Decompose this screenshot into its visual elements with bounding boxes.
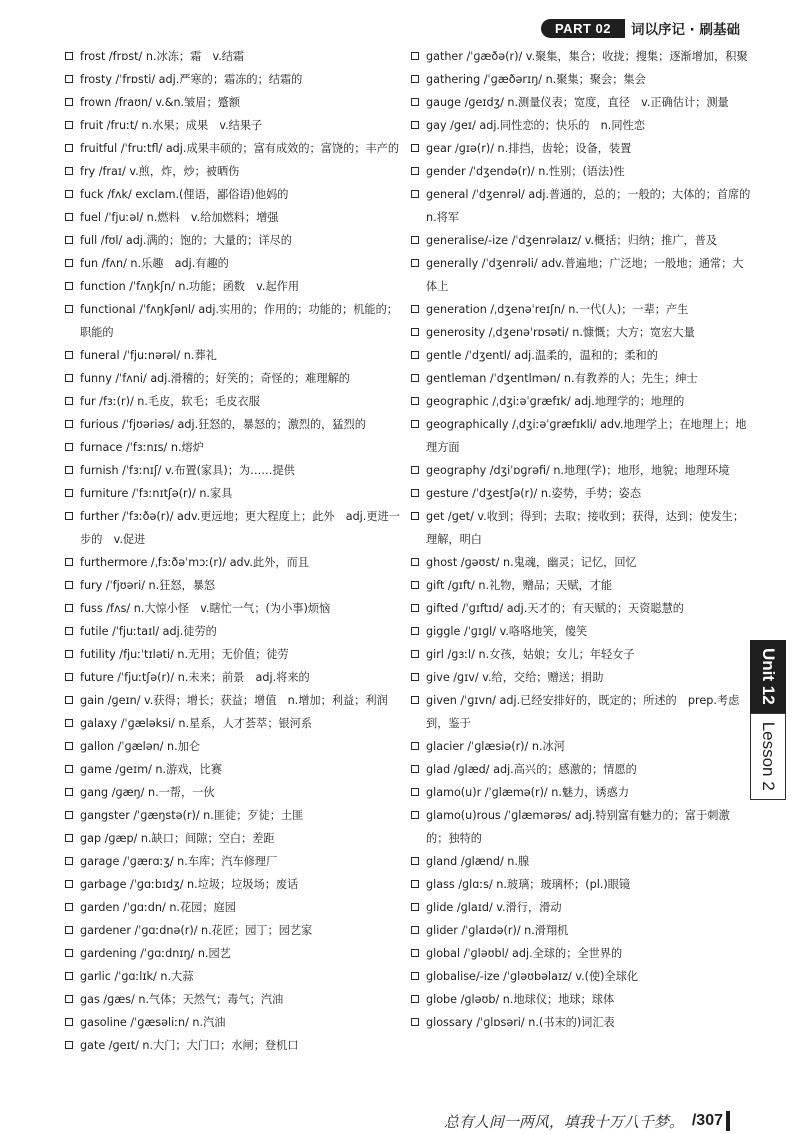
vocab-entry: [65, 574, 405, 597]
vocab-entry-text: garbage /ˈɡɑːbɪdʒ/ n.垃圾；垃圾场；废话: [80, 878, 299, 891]
vocab-entry: [65, 643, 405, 666]
vocab-entry: [65, 298, 405, 344]
checkbox-icon[interactable]: [65, 144, 73, 152]
vocab-entry: [411, 551, 751, 574]
vocab-entry: [65, 367, 405, 390]
checkbox-icon[interactable]: [411, 512, 419, 520]
vocab-entry-text: general /ˈdʒenrəl/ adj.普通的，总的；一般的；大体的；首席的 n.将军: [426, 188, 762, 224]
vocab-entry: [411, 459, 751, 482]
checkbox-icon[interactable]: [411, 328, 419, 336]
checkbox-icon[interactable]: [411, 489, 419, 497]
vocab-entry: [65, 1034, 405, 1057]
vocab-entry-text: gang /ɡæŋ/ n.一帮，一伙: [80, 786, 215, 799]
checkbox-icon[interactable]: [411, 788, 419, 796]
vocab-entry: [65, 827, 405, 850]
vocab-entry: [65, 712, 405, 735]
checkbox-icon[interactable]: [65, 696, 73, 704]
checkbox-icon[interactable]: [411, 190, 419, 198]
vocab-entry: [65, 183, 405, 206]
unit-side-tab: [750, 640, 786, 800]
checkbox-icon[interactable]: [65, 604, 73, 612]
checkbox-icon[interactable]: [65, 857, 73, 865]
vocab-entry-text: gift /ɡɪft/ n.礼物，赠品；天赋，才能: [426, 579, 613, 592]
checkbox-icon[interactable]: [65, 765, 73, 773]
vocab-entry: [65, 988, 405, 1011]
vocab-entry-text: game /ɡeɪm/ n.游戏，比赛: [80, 763, 223, 776]
checkbox-icon[interactable]: [411, 558, 419, 566]
vocab-entry-text: gas /ɡæs/ n.气体；天然气；毒气；汽油: [80, 993, 284, 1006]
footer-quote: 总有人间一两风，填我十万八千梦。: [443, 1112, 684, 1131]
checkbox-icon[interactable]: [65, 167, 73, 175]
vocab-entry: [411, 620, 751, 643]
header-title: 词以序记 · 刷基础: [630, 22, 740, 38]
checkbox-icon[interactable]: [65, 995, 73, 1003]
vocab-entry: [411, 298, 751, 321]
vocab-entry: [65, 620, 405, 643]
page-number: /307: [691, 1112, 723, 1129]
checkbox-icon[interactable]: [411, 420, 419, 428]
vocab-entry: [65, 781, 405, 804]
vocab-entry: [411, 965, 751, 988]
vocab-entry-text: garlic /ˈɡɑːlɪk/ n.大蒜: [80, 970, 194, 983]
vocab-entry-text: fur /fɜː(r)/ n.毛皮，软毛；毛皮衣服: [80, 395, 260, 408]
checkbox-icon[interactable]: [411, 75, 419, 83]
vocab-entry: [65, 965, 405, 988]
vocab-entry-text: frown /fraʊn/ v.&n.皱眉；蹙额: [80, 96, 241, 109]
vocab-entry: [411, 252, 751, 298]
vocab-entry-text: gallon /ˈɡælən/ n.加仑: [80, 740, 201, 753]
vocab-entry-text: fury /ˈfjʊəri/ n.狂怒，暴怒: [80, 579, 216, 592]
checkbox-icon[interactable]: [65, 811, 73, 819]
checkbox-icon[interactable]: [411, 926, 419, 934]
right-column: [411, 45, 762, 1034]
vocab-entry-text: furious /ˈfjʊəriəs/ adj.狂怒的，暴怒的；激烈的，猛烈的: [80, 418, 366, 431]
checkbox-icon[interactable]: [65, 926, 73, 934]
checkbox-icon[interactable]: [65, 834, 73, 842]
checkbox-icon[interactable]: [411, 972, 419, 980]
checkbox-icon[interactable]: [411, 52, 419, 60]
vocab-entry: [411, 574, 751, 597]
vocab-entry-text: get /ɡet/ v.收到；得到；去取；接收到；获得，达到；使发生；理解，明白: [426, 510, 745, 546]
vocab-entry: [411, 942, 751, 965]
vocab-entry-text: function /ˈfʌŋkʃn/ n.功能；函数 v.起作用: [80, 280, 300, 293]
vocab-entry: [65, 68, 405, 91]
vocab-entry: [65, 689, 405, 712]
checkbox-icon[interactable]: [65, 489, 73, 497]
vocab-entry-text: gap /ɡæp/ n.缺口；间隙；空白；差距: [80, 832, 275, 845]
vocab-entry: [65, 482, 405, 505]
vocab-entry: [65, 436, 405, 459]
page-bar: [726, 1111, 730, 1131]
vocab-entry-text: generalise/-ize /ˈdʒenrəlaɪz/ v.概括；归纳；推广，普及: [426, 234, 718, 247]
vocab-entry: [65, 597, 405, 620]
checkbox-icon[interactable]: [411, 121, 419, 129]
vocab-entry: [411, 735, 751, 758]
checkbox-icon[interactable]: [411, 765, 419, 773]
vocab-entry-text: given /ˈɡɪvn/ adj.已经安排好的，既定的；所述的 prep.考虑到，鉴于: [426, 694, 740, 730]
vocab-entry: [65, 390, 405, 413]
checkbox-icon[interactable]: [65, 282, 73, 290]
lesson-label: Lesson 2: [750, 713, 786, 800]
vocab-entry-text: geographic /ˌdʒiːəˈɡræfɪk/ adj.地理学的；地理的: [426, 395, 685, 408]
checkbox-icon[interactable]: [65, 903, 73, 911]
vocab-entry: [65, 505, 405, 551]
vocab-entry: [65, 413, 405, 436]
vocab-entry-text: gain /ɡeɪn/ v.获得；增长；获益；增值 n.增加；利益；利润: [80, 694, 388, 707]
vocab-entry: [65, 252, 405, 275]
checkbox-icon[interactable]: [65, 420, 73, 428]
vocab-entry: [411, 68, 751, 91]
vocab-entry: [411, 344, 751, 367]
checkbox-icon[interactable]: [411, 305, 419, 313]
vocab-entry-text: furnace /ˈfɜːnɪs/ n.熔炉: [80, 441, 204, 454]
vocab-entry-text: generosity /ˌdʒenəˈrɒsəti/ n.慷慨；大方；宽宏大量: [426, 326, 695, 339]
vocab-entry-text: gardening /ˈɡɑːdnɪŋ/ n.园艺: [80, 947, 231, 960]
vocab-entry: [411, 390, 751, 413]
checkbox-icon[interactable]: [411, 351, 419, 359]
vocab-entry-text: gather /ˈɡæðə(r)/ v.聚集，集合；收拢；搜集；逐渐增加，积聚: [426, 50, 748, 63]
vocab-entry: [65, 45, 405, 68]
vocab-entry-text: gender /ˈdʒendə(r)/ n.性别；(语法)性: [426, 165, 625, 178]
checkbox-icon[interactable]: [411, 949, 419, 957]
vocab-entry: [411, 873, 751, 896]
vocab-entry: [411, 850, 751, 873]
vocab-entry-text: frost /frɒst/ n.冰冻；霜 v.结霜: [80, 50, 245, 63]
checkbox-icon[interactable]: [65, 443, 73, 451]
checkbox-icon[interactable]: [411, 374, 419, 382]
checkbox-icon[interactable]: [65, 972, 73, 980]
vocab-entry: [411, 781, 751, 804]
checkbox-icon[interactable]: [411, 857, 419, 865]
vocab-entry: [411, 160, 751, 183]
vocab-entry-text: gate /ɡeɪt/ n.大门；大门口；水闸；登机口: [80, 1039, 299, 1052]
checkbox-icon[interactable]: [65, 351, 73, 359]
vocab-entry-text: geographically /ˌdʒiːəˈɡræfɪkli/ adv.地理学上；在地理上；地理方面: [426, 418, 747, 454]
vocab-entry-text: gland /ɡlænd/ n.腺: [426, 855, 530, 868]
vocab-entry-text: glad /ɡlæd/ adj.高兴的；感激的；情愿的: [426, 763, 637, 776]
checkbox-icon[interactable]: [411, 144, 419, 152]
vocab-entry: [411, 137, 751, 160]
vocab-entry-text: giggle /ˈɡɪɡl/ v.咯咯地笑，傻笑: [426, 625, 588, 638]
vocab-entry-text: futile /ˈfjuːtaɪl/ adj.徒劳的: [80, 625, 217, 638]
checkbox-icon[interactable]: [65, 1018, 73, 1026]
checkbox-icon[interactable]: [65, 627, 73, 635]
checkbox-icon[interactable]: [411, 397, 419, 405]
vocab-entry-text: gear /ɡɪə(r)/ n.排挡，齿轮；设备，装置: [426, 142, 632, 155]
checkbox-icon[interactable]: [411, 650, 419, 658]
checkbox-icon[interactable]: [65, 673, 73, 681]
checkbox-icon[interactable]: [411, 995, 419, 1003]
vocab-entry: [65, 666, 405, 689]
vocab-entry: [411, 666, 751, 689]
vocab-entry-text: gay /ɡeɪ/ adj.同性恋的；快乐的 n.同性恋: [426, 119, 645, 132]
vocab-entry: [65, 459, 405, 482]
vocab-entry-text: gentleman /ˈdʒentlmən/ n.有教养的人；先生；绅士: [426, 372, 698, 385]
vocab-entry: [65, 551, 405, 574]
vocab-entry: [65, 850, 405, 873]
page-footer: [444, 1108, 730, 1134]
vocab-entry-text: fuel /ˈfjuːəl/ n.燃料 v.给加燃料；增强: [80, 211, 279, 224]
vocab-entry-text: frosty /ˈfrɒsti/ adj.严寒的；霜冻的；结霜的: [80, 73, 303, 86]
checkbox-icon[interactable]: [65, 190, 73, 198]
vocab-entry: [65, 758, 405, 781]
vocab-entry: [411, 367, 751, 390]
vocab-entry: [411, 229, 751, 252]
checkbox-icon[interactable]: [411, 466, 419, 474]
vocab-entry-text: glamo(u)rous /ˈɡlæmərəs/ adj.特别富有魅力的；富于刺激的；独特的: [426, 809, 730, 845]
vocab-entry: [65, 114, 405, 137]
vocab-entry-text: futility /fjuːˈtɪləti/ n.无用；无价值；徒劳: [80, 648, 289, 661]
checkbox-icon[interactable]: [411, 98, 419, 106]
checkbox-icon[interactable]: [411, 259, 419, 267]
vocab-entry-text: glider /ˈɡlaɪdə(r)/ n.滑翔机: [426, 924, 569, 937]
checkbox-icon[interactable]: [65, 949, 73, 957]
vocab-entry-text: glacier /ˈɡlæsiə(r)/ n.冰河: [426, 740, 565, 753]
vocab-entry-text: glamo(u)r /ˈɡlæmə(r)/ n.魅力，诱惑力: [426, 786, 630, 799]
vocab-entry-text: global /ˈɡləʊbl/ adj.全球的；全世界的: [426, 947, 623, 960]
vocab-entry-text: furniture /ˈfɜːnɪtʃə(r)/ n.家具: [80, 487, 233, 500]
vocab-entry-text: glass /ɡlɑːs/ n.玻璃；玻璃杯；(pl.)眼镜: [426, 878, 631, 891]
vocab-entry: [411, 321, 751, 344]
checkbox-icon[interactable]: [65, 1041, 73, 1049]
vocab-entry-text: fry /fraɪ/ v.煎，炸，炒；被晒伤: [80, 165, 240, 178]
vocab-entry-text: gardener /ˈɡɑːdnə(r)/ n.花匠；园丁；园艺家: [80, 924, 313, 937]
part-badge: PART 02: [541, 19, 625, 38]
checkbox-icon[interactable]: [65, 75, 73, 83]
unit-label: Unit 12: [750, 640, 786, 713]
checkbox-icon[interactable]: [65, 397, 73, 405]
vocab-entry: [65, 275, 405, 298]
vocab-entry-text: functional /ˈfʌŋkʃənl/ adj.实用的；作用的；功能的；机能的；职能的: [80, 303, 398, 339]
checkbox-icon[interactable]: [411, 903, 419, 911]
vocab-entry-text: glossary /ˈɡlɒsəri/ n.(书末的)词汇表: [426, 1016, 615, 1029]
vocab-entry-text: geography /dʒiˈɒɡrəfi/ n.地理(学)；地形，地貌；地理环境: [426, 464, 730, 477]
checkbox-icon[interactable]: [65, 98, 73, 106]
vocab-entry: [411, 597, 751, 620]
checkbox-icon[interactable]: [65, 213, 73, 221]
vocab-entry-text: gathering /ˈɡæðərɪŋ/ n.聚集；聚会；集会: [426, 73, 646, 86]
vocab-entry: [411, 689, 751, 735]
vocab-entry: [411, 896, 751, 919]
checkbox-icon[interactable]: [411, 236, 419, 244]
left-column: [65, 45, 405, 1057]
vocab-entry-text: glide /ɡlaɪd/ v.滑行，滑动: [426, 901, 562, 914]
vocab-entry: [411, 919, 751, 942]
vocab-entry-text: gentle /ˈdʒentl/ adj.温柔的，温和的；柔和的: [426, 349, 658, 362]
checkbox-icon[interactable]: [411, 581, 419, 589]
vocab-entry-text: give /ɡɪv/ v.给，交给；赠送；捐助: [426, 671, 604, 684]
vocab-entry-text: gauge /ɡeɪdʒ/ n.测量仪表；宽度，直径 v.正确估计；测量: [426, 96, 729, 109]
vocab-entry: [65, 344, 405, 367]
vocab-entry-text: fun /fʌn/ n.乐趣 adj.有趣的: [80, 257, 229, 270]
checkbox-icon[interactable]: [411, 604, 419, 612]
vocab-entry: [65, 735, 405, 758]
checkbox-icon[interactable]: [65, 512, 73, 520]
checkbox-icon[interactable]: [65, 719, 73, 727]
checkbox-icon[interactable]: [65, 650, 73, 658]
vocab-entry-text: funny /ˈfʌni/ adj.滑稽的；好笑的；奇怪的；难理解的: [80, 372, 350, 385]
checkbox-icon[interactable]: [65, 581, 73, 589]
vocab-entry-text: funeral /ˈfjuːnərəl/ n.葬礼: [80, 349, 217, 362]
vocab-entry: [411, 482, 751, 505]
checkbox-icon[interactable]: [65, 52, 73, 60]
vocab-entry-text: generation /ˌdʒenəˈreɪʃn/ n.一代(人)；一辈；产生: [426, 303, 689, 316]
checkbox-icon[interactable]: [411, 811, 419, 819]
checkbox-icon[interactable]: [411, 1018, 419, 1026]
vocab-entry: [411, 643, 751, 666]
vocab-entry-text: fuss /fʌs/ n.大惊小怪 v.瞎忙一气；(为小事)烦恼: [80, 602, 331, 615]
checkbox-icon[interactable]: [65, 305, 73, 313]
vocab-entry: [65, 137, 405, 160]
checkbox-icon[interactable]: [411, 696, 419, 704]
vocab-entry: [411, 505, 751, 551]
vocab-entry: [65, 206, 405, 229]
checkbox-icon[interactable]: [65, 880, 73, 888]
vocab-entry-text: globe /ɡləʊb/ n.地球仪；地球；球体: [426, 993, 615, 1006]
vocab-entry: [411, 804, 751, 850]
vocab-entry: [411, 91, 751, 114]
vocab-entry: [65, 942, 405, 965]
vocab-entry: [411, 988, 751, 1011]
page-header: [541, 18, 740, 38]
checkbox-icon[interactable]: [411, 880, 419, 888]
vocab-entry-text: generally /ˈdʒenrəli/ adv.普遍地；广泛地；一般地；通常；大体上: [426, 257, 744, 293]
vocab-entry-text: full /fʊl/ adj.满的；饱的；大量的；详尽的: [80, 234, 292, 247]
vocab-entry-text: garden /ˈɡɑːdn/ n.花园；庭园: [80, 901, 236, 914]
vocab-entry: [65, 91, 405, 114]
checkbox-icon[interactable]: [65, 558, 73, 566]
vocab-entry-text: garage /ˈɡærɑːʒ/ n.车库；汽车修理厂: [80, 855, 278, 868]
vocab-entry-text: fuck /fʌk/ exclam.(俚语，鄙俗语)他妈的: [80, 188, 289, 201]
vocab-entry: [65, 160, 405, 183]
vocab-entry: [411, 183, 762, 229]
checkbox-icon[interactable]: [411, 742, 419, 750]
checkbox-icon[interactable]: [65, 788, 73, 796]
checkbox-icon[interactable]: [411, 167, 419, 175]
vocab-entry: [411, 413, 751, 459]
vocab-entry: [411, 758, 751, 781]
checkbox-icon[interactable]: [65, 466, 73, 474]
vocab-entry: [65, 919, 405, 942]
vocab-entry-text: further /ˈfɜːðə(r)/ adv.更远地；更大程度上；此外 adj.更进一步的 v.促进: [80, 510, 400, 546]
vocab-entry: [65, 229, 405, 252]
vocab-entry-text: furthermore /ˌfɜːðəˈmɔː(r)/ adv.此外，而且: [80, 556, 309, 569]
vocab-entry: [65, 804, 405, 827]
vocab-entry-text: gangster /ˈɡæŋstə(r)/ n.匪徒；歹徒；土匪: [80, 809, 304, 822]
vocab-entry-text: furnish /ˈfɜːnɪʃ/ v.布置(家具)；为……提供: [80, 464, 295, 477]
vocab-entry-text: gasoline /ˈɡæsəliːn/ n.汽油: [80, 1016, 226, 1029]
checkbox-icon[interactable]: [65, 374, 73, 382]
vocab-entry-text: fruitful /ˈfruːtfl/ adj.成果丰硕的；富有成效的；富饶的；丰产的: [80, 142, 400, 155]
checkbox-icon[interactable]: [65, 259, 73, 267]
checkbox-icon[interactable]: [411, 673, 419, 681]
vocab-entry-text: ghost /ɡəʊst/ n.鬼魂，幽灵；记忆，回忆: [426, 556, 637, 569]
vocab-entry: [411, 114, 751, 137]
vocab-entry: [65, 873, 405, 896]
vocab-entry-text: fruit /fruːt/ n.水果；成果 v.结果子: [80, 119, 263, 132]
vocab-entry: [411, 1011, 751, 1034]
checkbox-icon[interactable]: [411, 627, 419, 635]
vocab-entry-text: gesture /ˈdʒestʃə(r)/ n.姿势，手势；姿态: [426, 487, 642, 500]
vocab-entry: [65, 1011, 405, 1034]
vocab-entry-text: girl /ɡɜːl/ n.女孩，姑娘；女儿；年轻女子: [426, 648, 635, 661]
vocab-entry-text: globalise/-ize /ˈɡləʊbəlaɪz/ v.(使)全球化: [426, 970, 639, 983]
checkbox-icon[interactable]: [65, 236, 73, 244]
vocab-entry-text: galaxy /ˈɡæləksi/ n.星系，人才荟萃；银河系: [80, 717, 313, 730]
vocab-entry: [411, 45, 751, 68]
checkbox-icon[interactable]: [65, 121, 73, 129]
vocab-entry-text: gifted /ˈɡɪftɪd/ adj.天才的；有天赋的；天资聪慧的: [426, 602, 684, 615]
vocab-entry-text: future /ˈfjuːtʃə(r)/ n.未来；前景 adj.将来的: [80, 671, 310, 684]
vocab-entry: [65, 896, 405, 919]
checkbox-icon[interactable]: [65, 742, 73, 750]
